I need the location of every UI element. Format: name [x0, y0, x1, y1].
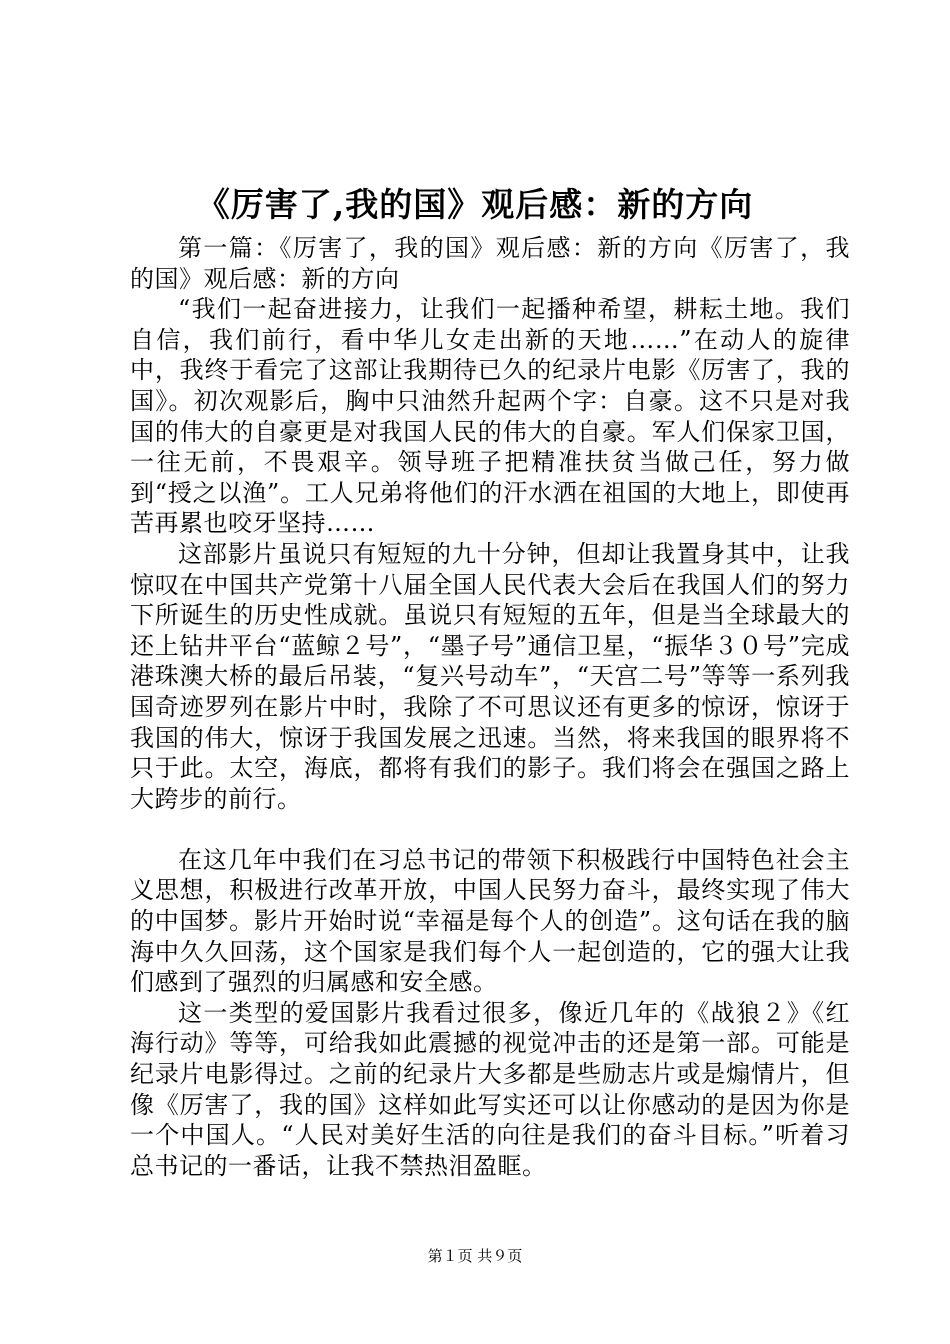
paragraph-5: 这一类型的爱国影片我看过很多，像近几年的《战狼２》《红海行动》等等，可给我如此震撼的视觉冲击的还是第一部。可能是纪录片电影得过。之前的纪录片大多都是些励志片或是煽情片，但像《厉害了，我的国》这样如此写实还可以让你感动的是因为你是一个中国人。“人民对美好生活的向往是我们的奋斗目标。”听着习总书记的一番话，让我不禁热泪盈眶。	[130, 998, 850, 1180]
document-body	[130, 233, 850, 1181]
paragraph-3: 这部影片虽说只有短短的九十分钟，但却让我置身其中，让我惊叹在中国共产党第十八届全国人民代表大会后在我国人们的努力下所诞生的历史性成就。虽说只有短短的五年，但是当全球最大的还上钻井平台“蓝鲸２号”，“墨子号”通信卫星，“振华３０号”完成港珠澳大桥的最后吊装，“复兴号动车”，“天宫二号”等等一系列我国奇迹罗列在影片中时，我除了不可思议还有更多的惊讶，惊讶于我国的伟大，惊讶于我国发展之迅速。当然，将来我国的眼界将不只于此。太空，海底，都将有我们的影子。我们将会在强国之路上大跨步的前行。	[130, 539, 850, 813]
paragraph-2: “我们一起奋进接力，让我们一起播种希望，耕耘土地。我们自信，我们前行，看中华儿女走出新的天地……”在动人的旋律中，我终于看完了这部让我期待已久的纪录片电影《厉害了，我的国》。初次观影后，胸中只油然升起两个字：自豪。这不只是对我国的伟大的自豪更是对我国人民的伟大的自豪。军人们保家卫国，一往无前，不畏艰辛。领导班子把精准扶贫当做己任，努力做到“授之以渔”。工人兄弟将他们的汗水洒在祖国的大地上，即使再苦再累也咬牙坚持……	[130, 295, 850, 538]
paragraph-4: 在这几年中我们在习总书记的带领下积极践行中国特色社会主义思想，积极进行改革开放，中国人民努力奋斗，最终实现了伟大的中国梦。影片开始时说“幸福是每个人的创造”。这句话在我的脑海中久久回荡，这个国家是我们每个人一起创造的，它的强大让我们感到了强烈的归属感和安全感。	[130, 845, 850, 997]
page-footer: 第１页 共９页	[427, 1247, 523, 1265]
paragraph-1: 第一篇：《厉害了，我的国》观后感：新的方向《厉害了，我的国》观后感：新的方向	[130, 234, 850, 293]
document-title: 《厉害了,我的国》观后感：新的方向	[196, 185, 754, 224]
